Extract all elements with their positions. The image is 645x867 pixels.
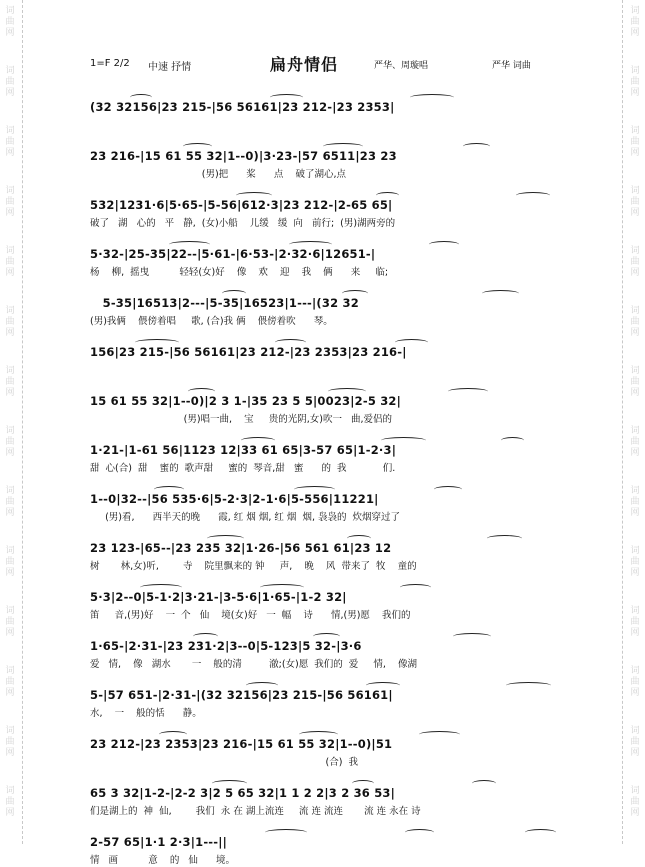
slur-mark (275, 339, 306, 346)
slur-mark (246, 682, 278, 689)
lyric-line: 甜 心(合) 甜 蜜的 歌声甜 蜜的 琴音,甜 蜜 的 我 们. (90, 463, 396, 474)
score-page (90, 52, 570, 866)
slur-mark (313, 633, 340, 640)
watermark-mark: 词 曲 网 (5, 126, 15, 158)
notation-line: 532|1231·6|5·65-|5-56|612·3|23 212-|2-65 65| (90, 198, 393, 212)
watermark-mark: 词 曲 网 (630, 786, 640, 818)
score-system (90, 760, 570, 817)
slur-mark (342, 290, 368, 297)
slur-mark (410, 94, 454, 101)
score-system (90, 564, 570, 621)
watermark-mark: 词 曲 网 (5, 486, 15, 518)
slur-mark (366, 682, 400, 689)
slur-mark (289, 241, 332, 248)
watermark-mark: 词 曲 网 (630, 366, 640, 398)
slur-mark (212, 780, 247, 787)
score-header (90, 52, 570, 74)
lyric-line: 杨 柳, 摇曳 轻轻(女)好 像 欢 迎 我 俩 来 临; (90, 267, 389, 278)
watermark-mark: 词 曲 网 (630, 486, 640, 518)
singers: 严华、周璇唱 (374, 61, 429, 71)
slur-mark (130, 94, 152, 101)
notation-line: 5-|57 651-|2·31-|(32 32156|23 215-|56 56161| (90, 688, 393, 702)
slur-mark (270, 94, 303, 101)
watermark-mark: 词 曲 网 (5, 606, 15, 638)
notation-line: 1--0|32--|56 535·6|5-2·3|2-1·6|5-556|11221| (90, 492, 379, 506)
slur-mark (236, 192, 272, 199)
watermark-mark: 词 曲 网 (630, 66, 640, 98)
slur-mark (352, 780, 374, 787)
score-system (90, 711, 570, 768)
slur-mark (328, 388, 366, 395)
watermark-mark: 词 曲 网 (630, 306, 640, 338)
slur-mark (294, 486, 335, 493)
slur-mark (207, 535, 244, 542)
score-system (90, 270, 570, 327)
slur-mark (429, 241, 459, 248)
slur-mark (154, 486, 184, 493)
slur-mark (193, 633, 218, 640)
slur-mark (516, 192, 550, 199)
slur-mark (265, 829, 307, 836)
slur-mark (506, 682, 551, 689)
notation-line: 65 3 32|1-2-|2-2 3|2 5 65 32|1 1 2 2|3 2 36 53| (90, 786, 396, 800)
slur-mark (323, 143, 363, 150)
watermark-mark: 词 曲 网 (5, 246, 15, 278)
score-system (90, 368, 570, 425)
slur-mark (434, 486, 462, 493)
slur-mark (453, 633, 491, 640)
slur-mark (482, 290, 519, 297)
score-system (90, 662, 570, 719)
watermark-mark: 词 曲 网 (630, 606, 640, 638)
watermark-mark: 词 曲 网 (5, 186, 15, 218)
lyric-line: 树 林,女)听, 寺 院里飘来的 钟 声, 晚 风 带来了 牧 童的 (90, 561, 417, 572)
score-system (90, 417, 570, 474)
notation-line: 15 61 55 32|1--0)|2 3 1-|35 23 5 5|0023|2-5 32| (90, 394, 402, 408)
tempo-marking: 中速 抒情 (148, 62, 192, 73)
watermark-mark: 词 曲 网 (5, 426, 15, 458)
song-title: 扁舟情侣 (270, 55, 339, 74)
watermark-mark: 词 曲 网 (5, 666, 15, 698)
score-system (90, 221, 570, 278)
score-system (90, 74, 570, 123)
score-system (90, 466, 570, 523)
lyric-line: (男)看, 西半天的晚 霞, 红 烟 烟, 红 烟 烟, 袅袅的 炊烟穿过了 (90, 512, 401, 523)
notation-line: 1·21-|1-61 56|1123 12|33 61 65|3-57 65|1-2·3| (90, 443, 397, 457)
watermark-mark: 词 曲 网 (5, 726, 15, 758)
slur-mark (381, 437, 426, 444)
slur-mark (501, 437, 524, 444)
lyric-line: 们是湖上的 神 仙, 我们 永 在 湖上流连 流 连 流连 流 连 永在 诗 (90, 806, 421, 817)
watermark-mark: 词 曲 网 (5, 786, 15, 818)
watermark-mark: 词 曲 网 (630, 246, 640, 278)
notation-line: 5·3|2--0|5-1·2|3·21-|3-5·6|1·65-|1-2 32| (90, 590, 347, 604)
watermark-mark: 词 曲 网 (630, 546, 640, 578)
lyric-line: (男)唱一曲, 宝 贵的光阴,女)吹一 曲,爱侣的 (90, 414, 393, 425)
notation-line: 5-35|16513|2---|5-35|16523|1---|(32 32 (90, 296, 359, 310)
notation-line: 1·65-|2·31-|23 231·2|3--0|5-123|5 32-|3·6 (90, 639, 362, 653)
slur-mark (260, 584, 304, 591)
watermark-mark: 词 曲 网 (5, 366, 15, 398)
right-watermark-strip (622, 0, 645, 844)
watermark-mark: 词 曲 网 (5, 66, 15, 98)
watermark-mark: 词 曲 网 (630, 6, 640, 38)
slur-mark (400, 584, 431, 591)
slur-mark (525, 829, 556, 836)
notation-line: 2-57 65|1·1 2·3|1---|| (90, 835, 228, 849)
slur-mark (376, 192, 399, 199)
score-system (90, 809, 570, 866)
lyric-line: 破了 湖 心的 平 静, (女)小船 儿缓 缓 向 前行; (男)湖两旁的 (90, 218, 396, 229)
slur-mark (463, 143, 490, 150)
slur-mark (169, 241, 210, 248)
lyric-line: (男)我俩 偎傍着唱 歌, (合)我 俩 偎傍着吹 琴。 (90, 316, 333, 327)
slur-mark (140, 584, 182, 591)
score-system (90, 123, 570, 180)
slur-mark (472, 780, 496, 787)
score-system (90, 172, 570, 229)
slur-mark (347, 535, 371, 542)
key-signature: 1=F 2/2 (90, 58, 130, 69)
slur-mark (135, 339, 179, 346)
notation-line: 156|23 215-|56 56161|23 212-|23 2353|23 216-| (90, 345, 407, 359)
watermark-mark: 词 曲 网 (630, 726, 640, 758)
lyricist-composer: 严华 词曲 (492, 61, 531, 71)
slur-mark (395, 339, 428, 346)
slur-mark (487, 535, 522, 542)
slur-mark (448, 388, 488, 395)
lyric-line: 笛 音,(男)好 一 个 仙 境(女)好 一 幅 诗 情,(男)愿 我们的 (90, 610, 411, 621)
lyric-line: 爱 情, 像 湖水 一 般的清 澈;(女)愿 我们的 爱 情, 像湖 (90, 659, 418, 670)
slur-mark (241, 437, 275, 444)
score-systems (90, 74, 570, 866)
slur-mark (188, 388, 215, 395)
slur-mark (419, 731, 460, 738)
score-system (90, 515, 570, 572)
slur-mark (159, 731, 187, 738)
score-system (90, 319, 570, 368)
notation-line: 23 212-|23 2353|23 216-|15 61 55 32|1--0)|51 (90, 737, 393, 751)
score-system (90, 613, 570, 670)
notation-line: 5·32-|25-35|22--|5·61-|6·53-|2·32·6|12651-| (90, 247, 376, 261)
watermark-mark: 词 曲 网 (630, 186, 640, 218)
slur-mark (222, 290, 246, 297)
watermark-mark: 词 曲 网 (630, 666, 640, 698)
slur-mark (183, 143, 212, 150)
watermark-mark: 词 曲 网 (630, 126, 640, 158)
lyric-line: (合) 我 (90, 757, 358, 768)
left-watermark-strip (0, 0, 23, 844)
watermark-mark: 词 曲 网 (5, 546, 15, 578)
slur-mark (405, 829, 434, 836)
lyric-line: 水, 一 般的恬 静。 (90, 708, 202, 719)
watermark-mark: 词 曲 网 (5, 6, 15, 38)
slur-mark (299, 731, 338, 738)
lyric-line: 情 画 意 的 仙 境。 (90, 855, 236, 866)
lyric-line: (男)把 桨 点 破了湖心,点 (90, 169, 346, 180)
notation-line: (32 32156|23 215-|56 56161|23 212-|23 2353| (90, 100, 395, 114)
notation-line: 23 216-|15 61 55 32|1--0)|3·23-|57 6511|23 23 (90, 149, 397, 163)
watermark-mark: 词 曲 网 (630, 426, 640, 458)
watermark-mark: 词 曲 网 (5, 306, 15, 338)
notation-line: 23 123-|65--|23 235 32|1·26-|56 561 61|23 12 (90, 541, 392, 555)
